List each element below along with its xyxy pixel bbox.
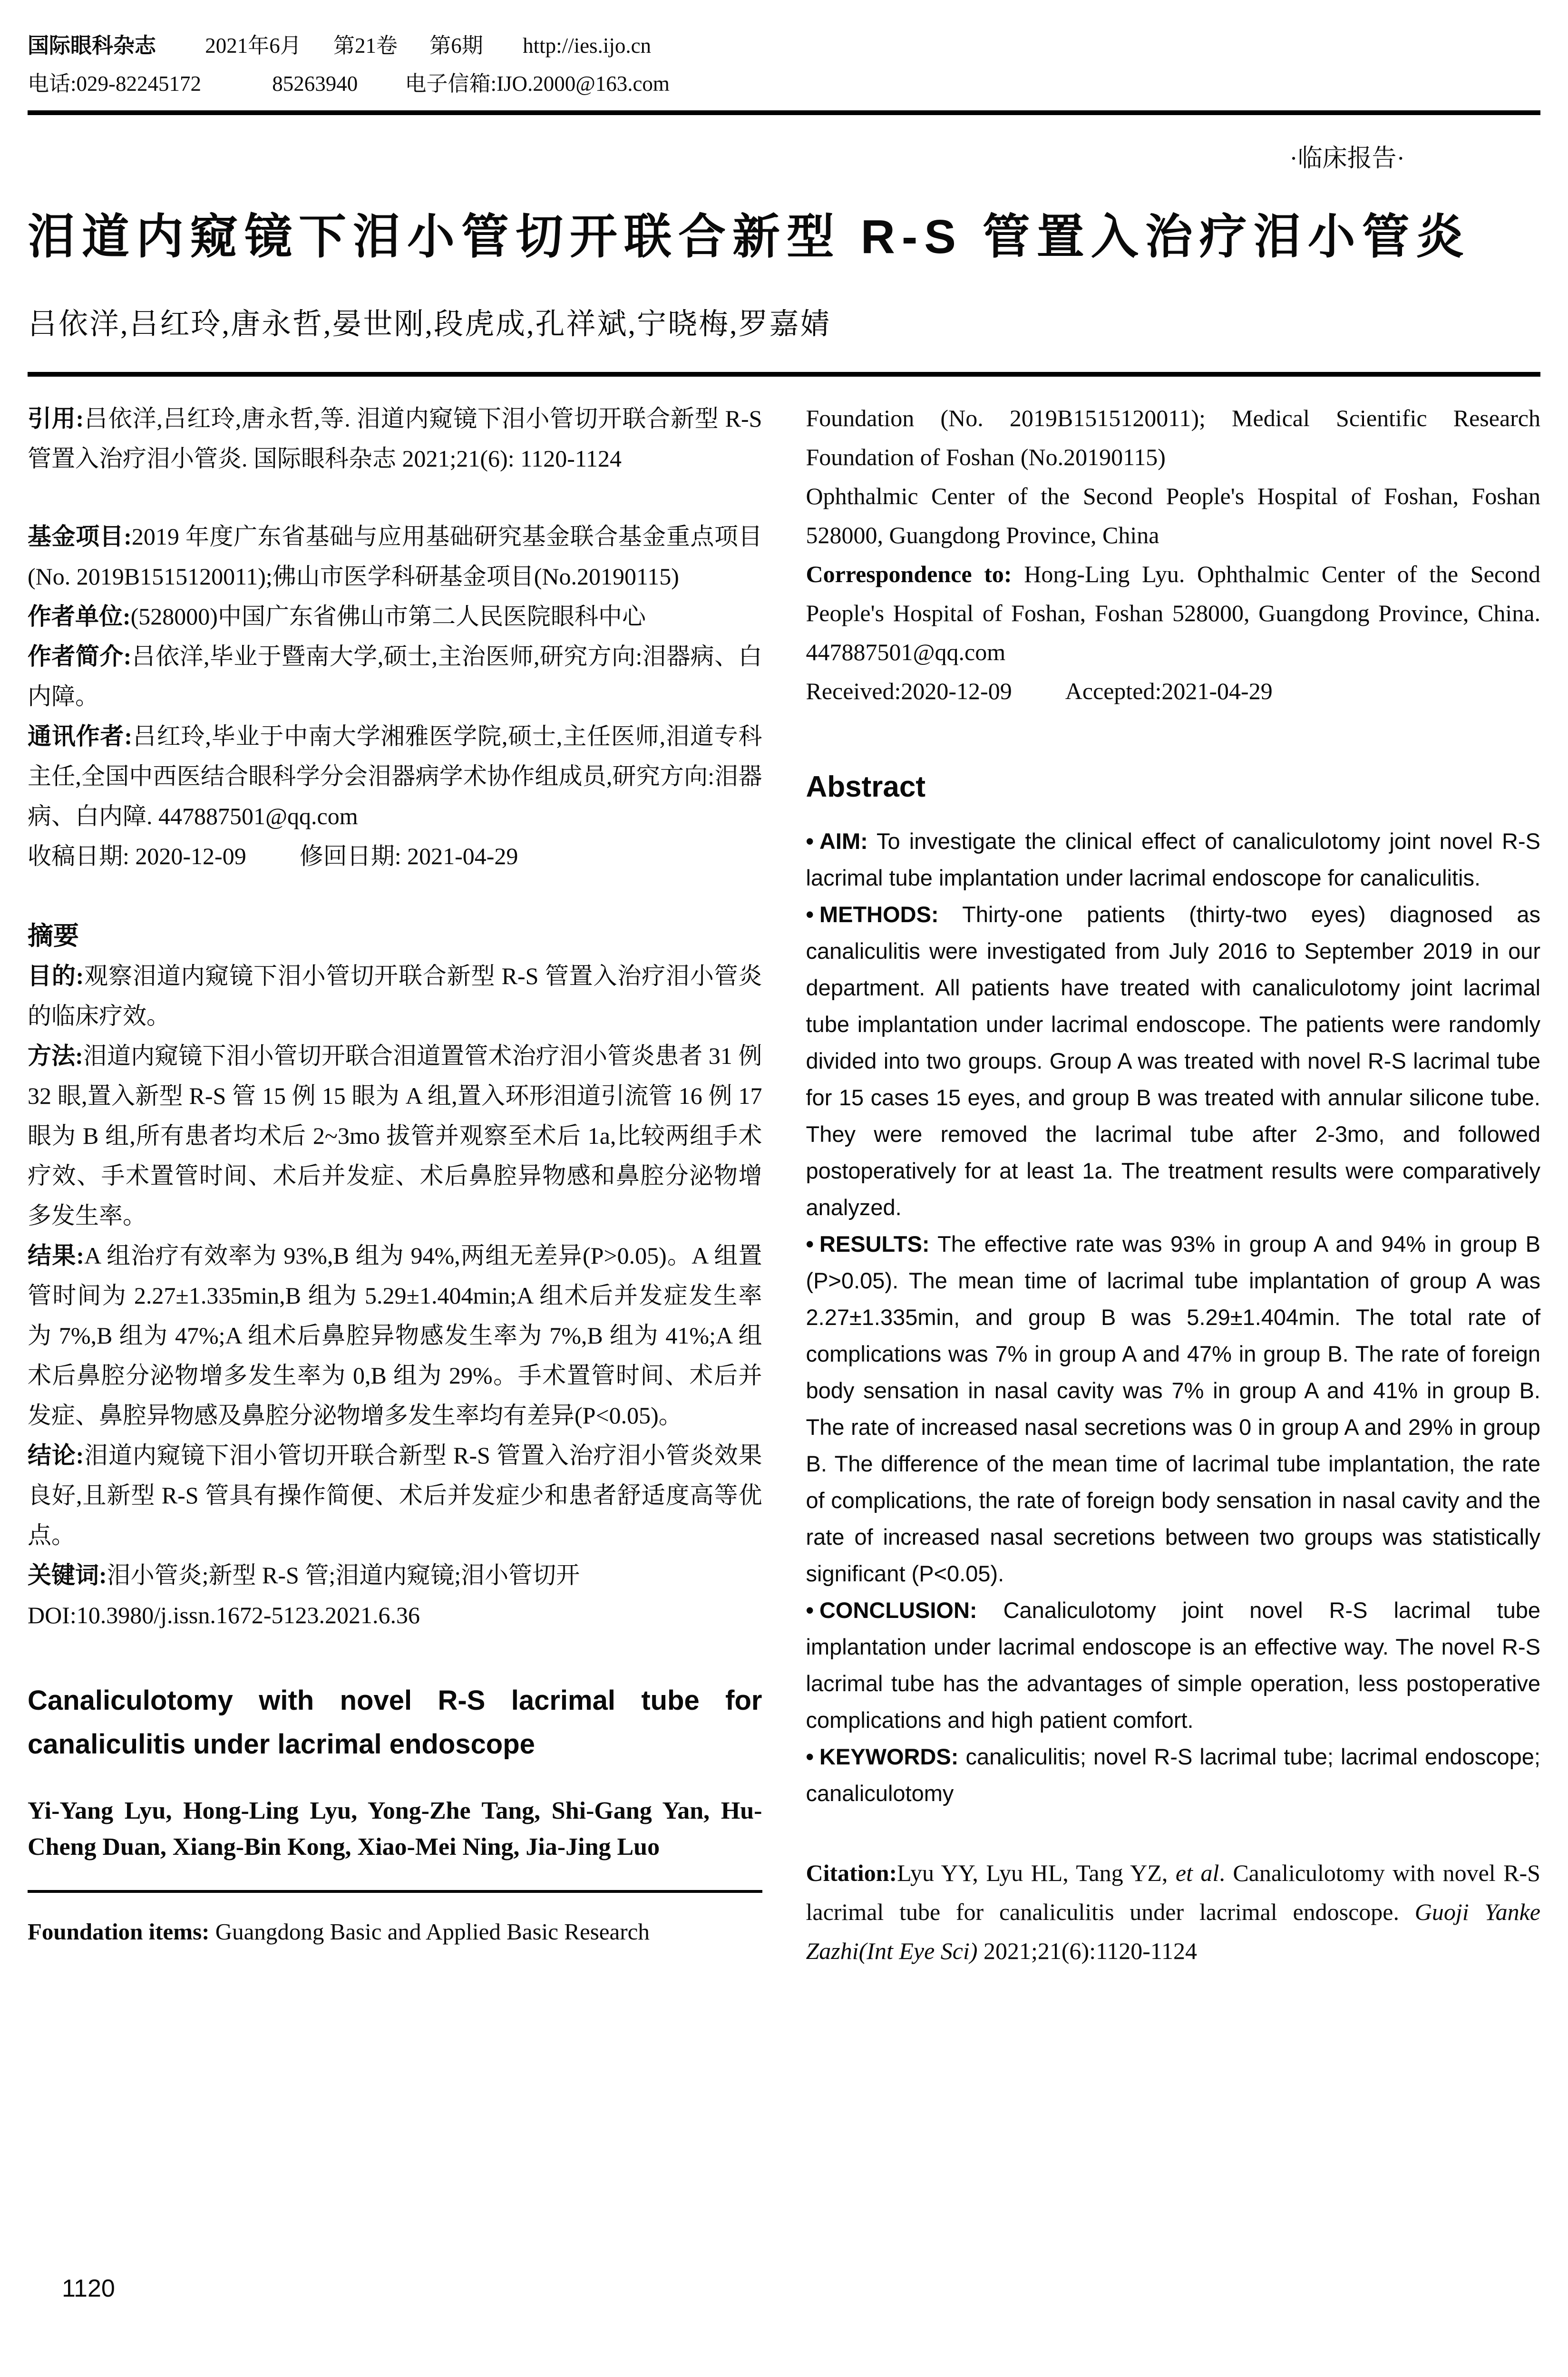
- article-type-badge: ·临床报告·: [1289, 145, 1405, 172]
- results-en-paragraph: [806, 1226, 1541, 1592]
- title-rule: [28, 372, 1540, 377]
- masthead-rule: [28, 110, 1540, 115]
- journal-name: 国际眼科杂志: [28, 34, 156, 58]
- keywords-en-label: KEYWORDS:: [819, 1744, 959, 1769]
- correspondence-en-text: Hong-Ling Lyu. Ophthalmic Center of the Second People's Hospital of Foshan, Foshan 528000, Guangdong Province, China. 447887501@qq.com: [806, 561, 1540, 665]
- abstract-heading-en: Abstract: [806, 770, 926, 803]
- citation-en-authors: Lyu YY, Lyu HL, Tang YZ,: [897, 1860, 1176, 1886]
- affiliation-cn-text: (528000)中国广东省佛山市第二人民医院眼科中心: [130, 603, 646, 630]
- conclusion-en-paragraph: [806, 1592, 1541, 1738]
- methods-cn-text: 泪道内窥镜下泪小管切开联合泪道置管术治疗泪小管炎患者 31 例 32 眼,置入新型 R-S 管 15 例 15 眼为 A 组,置入环形泪道引流管 16 例 17 眼为 B 组,所有患者均术后 2~3mo 拔管并观察至术后 1a,比较两组手术疗效、手术置管时间、术后并发症、术后鼻腔异物感和鼻腔分泌物增多发生率。: [28, 1042, 762, 1229]
- conclusion-cn-paragraph: [28, 1435, 762, 1555]
- correspondence-en-paragraph: [806, 555, 1541, 672]
- citation-en-title-text: . Canaliculotomy with novel R-S lacrimal tube for canaliculitis under lacrimal endoscope.: [806, 1860, 1540, 1925]
- foundation-cn-label: 基金项目:: [28, 523, 132, 550]
- authors-en: Yi-Yang Lyu, Hong-Ling Lyu, Yong-Zhe Tang, Shi-Gang Yan, Hu-Cheng Duan, Xiang-Bin Kong, Xiao-Mei Ning, Jia-Jing Luo: [28, 1797, 762, 1861]
- footnote-rule: [28, 1890, 762, 1893]
- results-cn-paragraph: [28, 1236, 762, 1435]
- issue-date: 2021年6月: [205, 34, 302, 58]
- two-column-body: [28, 399, 1540, 1970]
- methods-cn-paragraph: [28, 1036, 762, 1236]
- methods-cn-label: 方法:: [28, 1042, 83, 1069]
- aim-cn-paragraph: [28, 956, 762, 1036]
- foundation-items-en-paragraph: [28, 1913, 762, 1951]
- volume-number: 第21卷: [333, 34, 398, 58]
- conclusion-en-label: CONCLUSION:: [819, 1598, 977, 1623]
- aim-cn-text: 观察泪道内窥镜下泪小管切开联合新型 R-S 管置入治疗泪小管炎的临床疗效。: [28, 963, 762, 1029]
- bullet-icon: •: [806, 1744, 814, 1769]
- journal-email: 电子信箱:IJO.2000@163.com: [405, 72, 670, 96]
- results-cn-text: A 组治疗有效率为 93%,B 组为 94%,两组无差异(P>0.05)。A 组置管时间为 2.27±1.335min,B 组为 5.29±1.404min;A 组术后并发症发生率为 7%,B 组为 47%;A 组术后鼻腔异物感发生率为 7%,B 组为 41%;A 组术后鼻腔分泌物增多发生率为 0,B 组为 29%。手术置管时间、术后并发症、鼻腔异物感及鼻腔分泌物增多发生率均有差异(P<0.05)。: [28, 1242, 762, 1429]
- foundation-items-en-text: Guangdong Basic and Applied Basic Research: [215, 1919, 650, 1945]
- foundation-cn-text: 2019 年度广东省基础与应用基础研究基金联合基金重点项目(No. 2019B1515120011);佛山市医学科研基金项目(No.20190115): [28, 523, 762, 590]
- results-en-label: RESULTS:: [819, 1231, 930, 1257]
- results-en-text: The effective rate was 93% in group A and 94% in group B (P>0.05). The mean time of lacrimal tube implantation of group A was 2.27±1.335min, and group B was 5.29±1.404min. The total rate of complications was 7% in group A and 47% in group B. The rate of foreign body sensation in nasal cavity was 7% in group A and 41% in group B. The rate of increased nasal secretions was 0 in group A and 29% in group B. The difference of the mean time of lacrimal tube implantation, the rate of complications, the rate of foreign body sensation in nasal cavity and the rate of increased nasal secretions between two groups was statistically significant (P<0.05).: [806, 1231, 1540, 1586]
- dates-en-line: [806, 672, 1541, 711]
- journal-url: http://ies.ijo.cn: [523, 34, 652, 58]
- results-cn-label: 结果:: [28, 1242, 85, 1269]
- revised-cn-label: 修回日期:: [299, 843, 408, 869]
- methods-en-text: Thirty-one patients (thirty-two eyes) diagnosed as canaliculitis were investigated from July 2016 to September 2019 in our department. All patients have treated with canaliculotomy joint lacrimal tube implantation under lacrimal endoscope. The patients were randomly divided into two groups. Group A was treated with novel R-S lacrimal tube for 15 cases 15 eyes, and group B was treated with annular silicone tube. They were removed the lacrimal tube after 2-3mo, and followed postoperatively for at least 1a. The treatment results were comparatively analyzed.: [806, 902, 1540, 1220]
- bullet-icon: •: [806, 1598, 814, 1623]
- author-bio-text: 吕依洋,毕业于暨南大学,硕士,主治医师,研究方向:泪器病、白内障。: [28, 643, 762, 710]
- journal-phone-2: 85263940: [272, 72, 358, 96]
- bullet-icon: •: [806, 828, 814, 854]
- foundation-items-en-label: Foundation items:: [28, 1919, 210, 1945]
- bullet-icon: •: [806, 1231, 814, 1257]
- affiliation-cn-label: 作者单位:: [28, 603, 131, 630]
- foundation-cn-paragraph: [28, 516, 762, 596]
- masthead-line-1: [28, 27, 1540, 65]
- conclusion-en-text: Canaliculotomy joint novel R-S lacrimal tube implantation under lacrimal endoscope is an effective way. The novel R-S lacrimal tube has the advantages of simple operation, less postoperative complications and high patient comfort.: [806, 1598, 1540, 1733]
- article-title-cn: 泪道内窥镜下泪小管切开联合新型 R-S 管置入治疗泪小管炎: [28, 210, 1471, 263]
- keywords-en-text: canaliculitis; novel R-S lacrimal tube; lacrimal endoscope; canaliculotomy: [806, 1744, 1540, 1806]
- citation-en-paragraph: [806, 1853, 1541, 1970]
- conclusion-cn-text: 泪道内窥镜下泪小管切开联合新型 R-S 管置入治疗泪小管炎效果良好,且新型 R-S 管具有操作简便、术后并发症少和患者舒适度高等优点。: [28, 1442, 762, 1549]
- received-en-label: Received:: [806, 678, 901, 704]
- aim-cn-label: 目的:: [28, 963, 84, 989]
- methods-en-label: METHODS:: [819, 902, 939, 927]
- citation-cn-paragraph: [28, 399, 762, 478]
- dates-cn-line: [28, 836, 762, 876]
- aim-en-text: To investigate the clinical effect of canaliculotomy joint novel R-S lacrimal tube implantation under lacrimal endoscope for canaliculitis.: [806, 828, 1540, 890]
- affiliation-en-paragraph: Ophthalmic Center of the Second People's Hospital of Foshan, Foshan 528000, Guangdong Province, China: [806, 483, 1540, 548]
- badge-row: [28, 138, 1540, 174]
- right-column: [806, 399, 1541, 1970]
- correspondence-cn-paragraph: [28, 716, 762, 836]
- keywords-en-paragraph: [806, 1738, 1541, 1812]
- authors-cn: 吕依洋,吕红玲,唐永哲,晏世刚,段虎成,孔祥斌,宁晓梅,罗嘉婧: [28, 308, 831, 341]
- affiliation-cn-paragraph: [28, 596, 762, 636]
- left-column: [28, 399, 762, 1970]
- correspondence-cn-label: 通讯作者:: [28, 723, 133, 750]
- citation-cn-text: 吕依洋,吕红玲,唐永哲,等. 泪道内窥镜下泪小管切开联合新型 R-S 管置入治疗泪小管炎. 国际眼科杂志 2021;21(6): 1120-1124: [28, 405, 762, 472]
- masthead: [28, 27, 1540, 103]
- doi-line: DOI:10.3980/j.issn.1672-5123.2021.6.36: [28, 1602, 420, 1628]
- page-number: 1120: [62, 2275, 115, 2302]
- citation-cn-label: 引用:: [28, 405, 84, 432]
- author-bio-paragraph: [28, 636, 762, 716]
- journal-phone: 电话:029-82245172: [28, 72, 201, 96]
- keywords-cn-text: 泪小管炎;新型 R-S 管;泪道内窥镜;泪小管切开: [107, 1562, 580, 1588]
- aim-en-label: AIM:: [819, 828, 868, 854]
- accepted-en-date: 2021-04-29: [1161, 678, 1273, 704]
- received-cn-date: 2020-12-09: [135, 843, 246, 869]
- citation-en-volume-pages: 2021;21(6):1120-1124: [977, 1938, 1198, 1964]
- keywords-cn-label: 关键词:: [28, 1562, 107, 1588]
- received-en-date: 2020-12-09: [901, 678, 1012, 704]
- received-cn-label: 收稿日期:: [28, 843, 136, 869]
- author-bio-label: 作者简介:: [28, 643, 132, 670]
- conclusion-cn-label: 结论:: [28, 1442, 84, 1469]
- methods-en-paragraph: [806, 896, 1541, 1226]
- abstract-heading-cn: 摘要: [28, 922, 79, 950]
- citation-en-journal: Guoji Yanke Zazhi(Int Eye Sci): [806, 1899, 1540, 1964]
- bullet-icon: •: [806, 902, 814, 927]
- foundation-en-continued: Foundation (No. 2019B1515120011); Medical Scientific Research Foundation of Foshan (No.20190115): [806, 405, 1540, 470]
- accepted-en-label: Accepted:: [1065, 678, 1162, 704]
- citation-en-label: Citation:: [806, 1860, 897, 1886]
- correspondence-en-label: Correspondence to:: [806, 561, 1012, 587]
- masthead-line-2: [28, 65, 1540, 103]
- keywords-cn-paragraph: [28, 1555, 762, 1595]
- correspondence-cn-text: 吕红玲,毕业于中南大学湘雅医学院,硕士,主任医师,泪道专科主任,全国中西医结合眼科学分会泪器病学术协作组成员,研究方向:泪器病、白内障. 447887501@qq.com: [28, 723, 762, 829]
- issue-number: 第6期: [429, 34, 483, 58]
- aim-en-paragraph: [806, 823, 1541, 896]
- revised-cn-date: 2021-04-29: [407, 843, 518, 869]
- article-title-en: Canaliculotomy with novel R-S lacrimal tube for canaliculitis under lacrimal endoscope: [28, 1685, 762, 1760]
- citation-en-etal: et al: [1175, 1860, 1219, 1886]
